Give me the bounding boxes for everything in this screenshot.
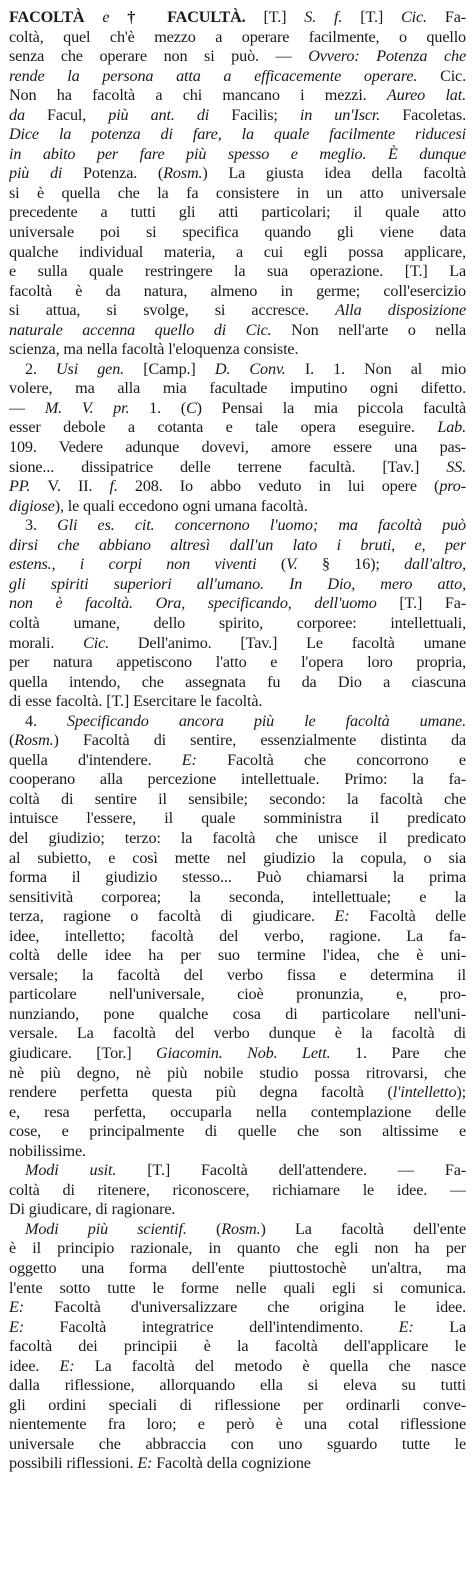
text-line: [9, 282, 466, 302]
text-line: [9, 1259, 466, 1279]
body-text: —: [9, 398, 45, 417]
italic-text: E:: [334, 907, 370, 926]
text-line: [9, 106, 466, 126]
text-line: [9, 1435, 466, 1455]
body-text: nientemente fra loro; e però è una cotal riflessione: [9, 1415, 466, 1434]
body-text: 208. Io abbo veduto in lui opere (: [134, 477, 440, 496]
body-text: [T.] Fa-: [399, 594, 466, 613]
text-line: [9, 67, 466, 87]
body-text: al subietto, e così mette nel giudizio la copula, o sia: [9, 848, 466, 867]
body-text: intuisce l'essere, il quale somministra il predicato: [9, 809, 466, 828]
text-line: [9, 145, 466, 165]
body-text: si attua, si svolge, si accresce.: [9, 301, 336, 320]
text-line: [9, 888, 466, 908]
italic-text: Dice la potenza di fare, la quale facilmente riducesi: [9, 125, 466, 144]
body-text: idee.: [9, 1356, 60, 1375]
body-text: scienza, ma nella facoltà l'eloquenza consiste.: [9, 340, 299, 359]
body-text: Fa-: [444, 8, 466, 26]
italic-text: in un'Iscr.: [299, 105, 403, 124]
headword-text: † FACULTÀ.: [127, 8, 264, 26]
body-text: Non nell'arte o nella: [291, 320, 466, 339]
text-line: [9, 770, 466, 790]
body-text: oggetto una forma dell'ente piuttostochè un'altra, ma: [9, 1259, 466, 1277]
body-text: Facilis;: [231, 105, 300, 124]
text-line: [9, 966, 466, 986]
text-line: [9, 1200, 466, 1220]
text-line: [9, 1064, 466, 1084]
text-line: [9, 360, 466, 380]
italic-text: Lab.: [437, 418, 466, 437]
body-text: V. II.: [47, 477, 110, 496]
text-line: [9, 555, 466, 575]
text-line: [9, 262, 466, 282]
body-text: esser debole a cotanta e tale opera eseguire.: [9, 418, 438, 437]
body-text: particolare nell'universale, cioè pronunzia, e, pro-: [9, 985, 466, 1004]
text-line: [9, 594, 466, 614]
body-text: del giudizio; terzo: la facoltà che unisce il predicato: [9, 828, 466, 847]
body-text: Dell'animo. [Tav.] Le facoltà umane: [137, 633, 466, 652]
body-text: Facul,: [47, 105, 109, 124]
italic-text: in abito per fare più spesso e meglio. È dunque: [9, 144, 466, 163]
italic-text: Giacomin. Nob. Lett.: [156, 1043, 355, 1062]
italic-text: l'intelletto: [392, 1083, 457, 1102]
text-line: [9, 849, 466, 869]
body-text: sensitività corporea; la seconda, intellettuale; e la: [9, 887, 466, 906]
text-line: [9, 731, 466, 751]
body-text: Cic.: [440, 66, 466, 85]
italic-text: V.: [286, 555, 322, 574]
body-text: ) Pensai la mia piccola facultà: [196, 398, 466, 417]
body-text: volere, ma alla mia facultade imputino ogni difetto.: [9, 379, 466, 398]
text-line: [9, 125, 466, 145]
text-line: [9, 477, 466, 497]
text-line: [9, 1005, 466, 1025]
italic-text: Cic.: [83, 633, 138, 652]
body-text: versale. La facoltà del verbo dunque è la facoltà di: [9, 1024, 466, 1043]
text-line: [9, 1083, 466, 1103]
body-text: Facoltà delle: [369, 907, 466, 926]
text-line: [9, 1122, 466, 1142]
body-text: universale che abbraccia con uno sguardo tutte le: [9, 1434, 466, 1453]
text-line: [9, 1454, 466, 1474]
text-line: [9, 243, 466, 263]
body-text: nè più degno, nè più nobile studio possa ritrovarsi, che: [9, 1063, 466, 1082]
italic-text: naturale accenna quello di Cic.: [9, 320, 292, 339]
body-text: quella intendo, che assegnata fu da Dio a ciascuna: [9, 672, 466, 691]
text-line: [9, 868, 466, 888]
text-line: [9, 164, 466, 184]
body-text: 109. Vedere adunque dovevi, amore essere una pas-: [9, 438, 466, 457]
body-text: coltà di ritenere, riconoscere, richiamare le idee. —: [9, 1180, 466, 1199]
italic-text: D. Conv.: [214, 359, 305, 378]
italic-text: estens., i corpi non viventi: [9, 555, 281, 574]
italic-text: Rosm.: [14, 731, 54, 750]
body-text: possibili riflessioni.: [9, 1454, 138, 1473]
body-text: (: [280, 555, 287, 574]
body-text: qualche individual materia, a cui egli possa applicare,: [9, 242, 466, 261]
body-text: 2.: [25, 359, 57, 378]
body-text: );: [456, 1083, 466, 1102]
italic-text: da: [9, 105, 48, 124]
italic-text: E:: [181, 750, 228, 769]
body-text: coltà di sentire il sensibile; secondo: la facoltà che: [9, 789, 466, 808]
body-text: universale poi si specifica quando gli viene data: [9, 223, 466, 242]
body-text: Non ha facoltà a chi mancano i mezzi.: [9, 86, 387, 105]
text-line: [9, 1357, 466, 1377]
text-line: [9, 340, 466, 360]
text-line: [9, 8, 466, 28]
body-text: § 16);: [321, 555, 405, 574]
text-line: [9, 86, 466, 106]
body-text: Facoltà della cognizione: [156, 1454, 311, 1473]
text-line: [9, 809, 466, 829]
italic-text: dirsi che abbiano altresì dall'un lato i bruti, e, per: [9, 535, 466, 554]
italic-text: Rosm.: [163, 164, 203, 183]
text-line: [9, 1337, 466, 1357]
body-text: precedente a tutti gli atti particolari; il quale atto: [9, 203, 466, 222]
body-text: e sulla quale restringere la sua operazione. [T.] La: [9, 262, 466, 281]
italic-text: Cic.: [401, 8, 445, 26]
body-text: Facoltà d'universalizzare che origina le idee.: [54, 1298, 466, 1317]
body-text: ), le quali eccedono ogni umana facoltà.: [54, 496, 308, 515]
body-text: di esse facoltà. [T.] Esercitare le facoltà.: [9, 692, 263, 711]
italic-text: S. f.: [304, 8, 361, 26]
body-text: quella d'intendere.: [9, 750, 182, 769]
body-text: [T.]: [263, 8, 305, 26]
body-text: La: [449, 1317, 466, 1336]
italic-text: Alla disposizione: [335, 301, 466, 320]
text-line: [9, 1161, 466, 1181]
text-line: [9, 946, 466, 966]
italic-text: più di: [9, 164, 84, 183]
italic-text: Modi usit.: [25, 1161, 148, 1180]
text-line: [9, 516, 466, 536]
body-text: (: [9, 731, 15, 750]
body-text: [T.]: [360, 8, 402, 26]
body-text: idee, intelletto; facoltà del verbo, ragione. La fa-: [9, 926, 466, 945]
body-text: l'ente sotto tutte le forme nelle quali egli si comunica.: [9, 1278, 466, 1297]
text-line: [9, 1024, 466, 1044]
text-line: [9, 673, 466, 693]
body-text: coltà, quel ch'è mezzo a operare facilmente, o quello: [9, 27, 466, 46]
body-text: cose, e principalmente di quelle che son altissime e: [9, 1122, 466, 1141]
text-line: [9, 614, 466, 634]
body-text: I. 1. Non al mio: [304, 359, 466, 378]
text-line: [9, 575, 466, 595]
text-line: [9, 907, 466, 927]
body-text: (: [215, 1219, 222, 1238]
italic-text: Modi più scientif.: [25, 1219, 216, 1238]
italic-text: M. V. pr.: [44, 398, 150, 417]
body-text: [Camp.]: [143, 359, 215, 378]
text-line: [9, 712, 466, 732]
italic-text: rende la persona atta a efficacemente operare.: [9, 66, 441, 85]
body-text: coltà umane, dello spirito, corporee: intellettuali,: [9, 613, 466, 632]
italic-text: f.: [109, 477, 135, 496]
body-text: terza, ragione o facoltà di giudicare.: [9, 907, 335, 926]
italic-text: gli spiriti superiori all'umano. In Dio, mero atto,: [9, 574, 466, 593]
text-line: [9, 1142, 466, 1162]
text-line: [9, 1044, 466, 1064]
text-line: [9, 379, 466, 399]
text-line: [9, 47, 466, 67]
body-text: 3.: [25, 516, 58, 535]
text-line: [9, 790, 466, 810]
italic-text: pro-: [439, 477, 466, 496]
text-line: [9, 184, 466, 204]
body-text: [T.] Facoltà dell'attendere. — Fa-: [147, 1161, 466, 1180]
text-line: [9, 1415, 466, 1435]
body-text: morali.: [9, 633, 84, 652]
body-text: si è quella che la fa consistere in un atto universale: [9, 183, 466, 202]
body-text: ) Facoltà di sentire, essenzialmente distinta da: [53, 731, 466, 750]
body-text: facoltà dei principii è la facoltà dell'applicare le: [9, 1337, 466, 1356]
text-line: [9, 223, 466, 243]
text-line: [9, 1376, 466, 1396]
text-line: [9, 1220, 466, 1240]
body-text: Facoltà integratrice dell'intendimento.: [59, 1317, 399, 1336]
body-text: Di giudicare, di ragionare.: [9, 1200, 176, 1219]
body-text: giudicare. [Tor.]: [9, 1043, 157, 1062]
body-text: nunziando, pone qualche cosa di particolare nell'uni-: [9, 1004, 466, 1023]
body-text: 1. (: [149, 398, 186, 417]
text-line: [9, 399, 466, 419]
body-text: facoltà è da natura, almeno in germe; coll'esercizio: [9, 281, 466, 300]
body-text: è il principio razionale, in quanto che egli non ha per: [9, 1239, 466, 1258]
body-text: ) La giusta idea della facoltà: [202, 164, 466, 183]
italic-text: Specificando ancora più le facoltà umane.: [66, 711, 466, 730]
body-text: nobilissime.: [9, 1141, 86, 1160]
text-line: [9, 927, 466, 947]
text-line: [9, 1396, 466, 1416]
body-text: gli ordini speciali di riflessione per ordinarli conve-: [9, 1395, 466, 1414]
text-line: [9, 829, 466, 849]
body-text: ) La facoltà dell'ente: [260, 1219, 466, 1238]
body-text: forma il giudizio stesso... Può chiamarsi la prima: [9, 868, 466, 887]
text-line: [9, 634, 466, 654]
text-line: [9, 1298, 466, 1318]
body-text: dalla riflessione, allorquando ella si eleva su tutti: [9, 1376, 466, 1395]
text-line: [9, 497, 466, 517]
italic-text: Ovvero: Potenza che: [308, 47, 466, 66]
italic-text: SS.: [446, 457, 466, 476]
body-text: versale; la facoltà del verbo fissa e determina il: [9, 965, 466, 984]
italic-text: non è facoltà. Ora, specificando, dell'uomo: [9, 594, 400, 613]
text-line: [9, 458, 466, 478]
italic-text: Rosm.: [221, 1219, 261, 1238]
italic-text: dall'altro,: [404, 555, 466, 574]
text-line: [9, 536, 466, 556]
body-text: senza che operare non si può. —: [9, 47, 309, 66]
body-text: 1. Pare che: [355, 1043, 466, 1062]
text-line: [9, 985, 466, 1005]
text-line: [9, 203, 466, 223]
body-text: Facoltà che concorrono e: [227, 750, 466, 769]
body-text: Potenza. (: [83, 164, 164, 183]
text-line: [9, 28, 466, 48]
text-line: [9, 418, 466, 438]
italic-text: E:: [59, 1356, 95, 1375]
body-text: 4.: [25, 711, 67, 730]
body-text: La facoltà del metodo è quella che nasce: [94, 1356, 466, 1375]
italic-text: E:: [137, 1454, 157, 1473]
text-line: [9, 1318, 466, 1338]
body-text: cooperano alla percezione intellettuale. Primo: la fa-: [9, 770, 466, 789]
text-line: [9, 751, 466, 771]
text-line: [9, 1239, 466, 1259]
body-text: per natura appetiscono l'atto e l'opera loro propria,: [9, 653, 466, 672]
italic-text: e: [102, 8, 128, 26]
body-text: sione... dissipatrice delle terrene facultà. [Tav.]: [9, 457, 447, 476]
text-line: [9, 692, 466, 712]
italic-text: Aureo lat.: [386, 86, 466, 105]
body-text: Facoletas.: [402, 105, 466, 124]
italic-text: Usi gen.: [56, 359, 144, 378]
text-line: [9, 438, 466, 458]
italic-text: digiose: [9, 496, 55, 515]
italic-text: PP.: [9, 477, 48, 496]
body-text: coltà delle idee ha per suo termine l'idea, che è uni-: [9, 946, 466, 965]
text-line: [9, 1103, 466, 1123]
body-text: rendere perfetta questa più degna facoltà (: [9, 1083, 393, 1102]
italic-text: più ant. di: [108, 105, 232, 124]
text-line: [9, 301, 466, 321]
italic-text: E:: [9, 1298, 55, 1317]
text-line: [9, 1279, 466, 1299]
text-line: [9, 321, 466, 341]
headword-text: FACOLTÀ: [9, 8, 103, 26]
italic-text: E:: [398, 1317, 450, 1336]
body-text: e, resa perfetta, occuparla nella contemplazione delle: [9, 1102, 466, 1121]
text-line: [9, 653, 466, 673]
italic-text: C: [185, 398, 197, 417]
text-line: [9, 1181, 466, 1201]
italic-text: Gli es. cit. concernono l'uomo; ma facoltà può: [57, 516, 466, 535]
italic-text: E:: [9, 1317, 60, 1336]
